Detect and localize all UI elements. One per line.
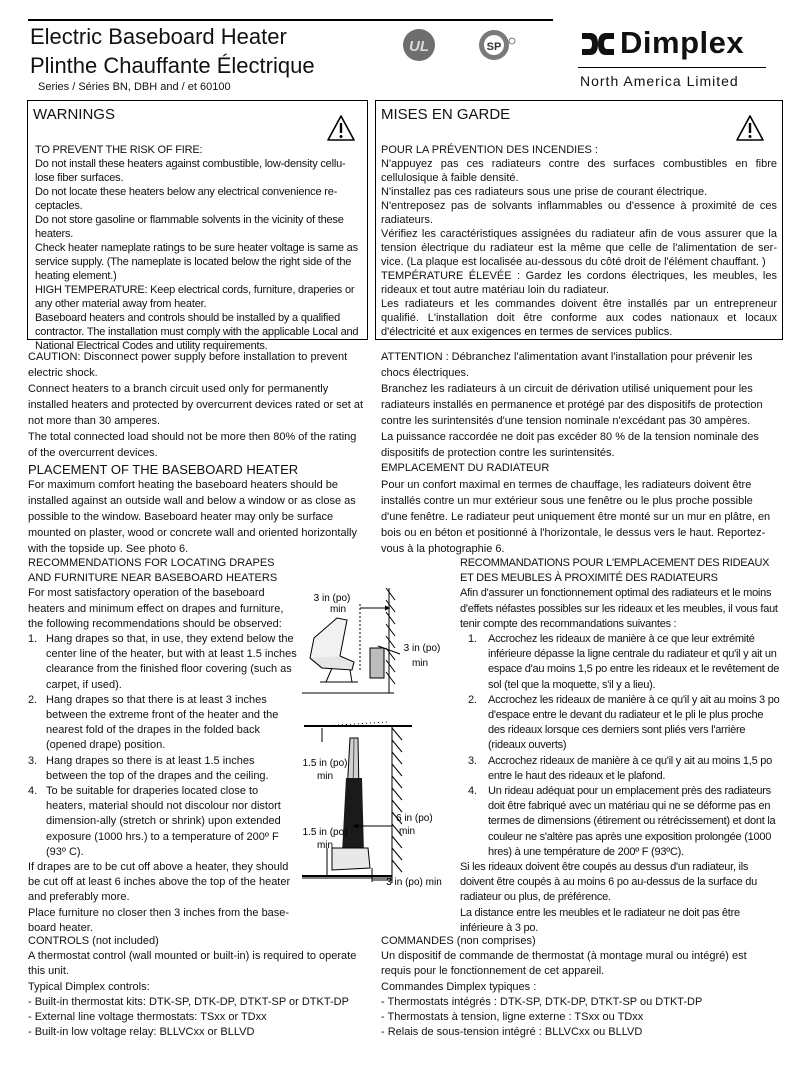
controls-heading-english: CONTROLS (not included) xyxy=(28,935,159,947)
warning-line: HIGH TEMPERATURE: Keep electrical cords, furniture, draperies or any other material away from heater. xyxy=(35,284,355,310)
placement-body-english: For maximum comfort heating the baseboard heaters should be installed against an outside wall and below a window or as close as possible to the window. Baseboard heater may only be surface mounted on plaster, wood or concrete wall and oriented horizontally with the topside up. See photo 6. xyxy=(28,479,357,555)
list-item: 1. Hang drapes so that, in use, they extend below the center line of the heater, but with at least 1.5 inches clearance from the finished floor covering (such as carpet, if used). xyxy=(28,633,297,691)
title-french: Plinthe Chauffante Électrique xyxy=(30,53,315,78)
drapes-outro-english: If drapes are to be cut off above a heater, they should be cut off at least 6 inches above the top of the heater and preferably more. xyxy=(28,861,291,904)
controls-line: Commandes Dimplex typiques : xyxy=(381,980,537,993)
clearance-diagram xyxy=(292,578,457,888)
controls-line: - Relais de sous-tension intégré : BLLVCxx ou BLLVD xyxy=(381,1026,643,1039)
caution-line: Branchez les radiateurs à un circuit de dérivation utilisé uniquement pour les radiateurs installés en permanence et protégé par des dispositifs de protection contre les surintensités d'une tension nominale n'excédant pas 30 ampères. xyxy=(381,383,763,427)
controls-line: - Built-in low voltage relay: BLLVCxx or BLLVD xyxy=(28,1026,255,1039)
label-floor: 1.5 in (po) xyxy=(302,827,348,838)
drapes-outro-english: Place furniture no closer then 3 inches from the base-board heater. xyxy=(28,906,290,934)
warning-line: Vérifiez les caractéristiques assignées du radiateur afin de vous assurer que la tension électrique du radiateur est la même que celle de l'alimentation de ser-vice. (La plaque est localisée au-dessous du côté droit de l'élément chauffant. ) xyxy=(381,228,777,268)
warning-line: Do not store gasoline or flammable solvents in the vicinity of these heaters. xyxy=(35,214,344,240)
list-item: 4. To be suitable for draperies located close to heaters, material should not discolour nor distort dimension-ally (stretch or shrink) upon extended exposure (1000 hrs.) to a temperature of 200º F (93º C). xyxy=(28,785,281,858)
title-english: Electric Baseboard Heater xyxy=(30,24,287,49)
dimplex-logo-icon xyxy=(580,31,616,57)
warning-triangle-icon xyxy=(326,114,356,142)
list-item: 3. Hang drapes so there is at least 1.5 inches between the top of the drapes and the ceiling. xyxy=(28,754,269,782)
drape-figure xyxy=(302,722,412,883)
drapes-outro-french: La distance entre les meubles et le radiateur ne doit pas être inférieure à 3 po. xyxy=(460,906,740,934)
controls-line: - Built-in thermostat kits: DTK-SP, DTK-DP, DTKT-SP or DTKT-DP xyxy=(28,995,349,1008)
drapes-list-french xyxy=(460,632,780,860)
label-chair-top: 3 in (po) xyxy=(313,593,351,604)
drapes-list-english xyxy=(28,632,298,860)
controls-line: - Thermostats à tension, ligne externe : TSxx ou TDxx xyxy=(381,1011,644,1024)
warnings-subheading-english: TO PREVENT THE RISK OF FIRE: xyxy=(35,144,203,156)
placement-heading-english: PLACEMENT OF THE BASEBOARD HEATER xyxy=(28,462,299,477)
label-cut: 6 in (po) xyxy=(396,813,433,824)
caution-english xyxy=(28,349,366,461)
header-rule xyxy=(28,19,553,21)
brand-underline xyxy=(578,67,766,68)
warnings-subheading-french: POUR LA PRÉVENTION DES INCENDIES : xyxy=(381,144,598,156)
ul-mark-text: UL xyxy=(409,38,429,55)
warnings-body-english xyxy=(35,143,362,353)
drapes-section-english xyxy=(28,556,298,936)
dimplex-logo xyxy=(576,23,776,93)
brand-subtitle: North America Limited xyxy=(580,73,739,89)
drapes-heading-french: RECOMMANDATIONS POUR L'EMPLACEMENT DES RIDEAUX ET DES MEUBLES À PROXIMITÉ DES RADIATEURS xyxy=(460,557,770,585)
warning-line: Do not locate these heaters below any electrical convenience re-ceptacles. xyxy=(35,186,338,212)
controls-line: - External line voltage thermostats: TSxx or TDxx xyxy=(28,1011,267,1024)
warning-triangle-icon xyxy=(735,114,765,142)
warning-line: Baseboard heaters and controls should be installed by a qualified contractor. The installation must comply with the applicable Local and National Electrical Codes and utility requirements. xyxy=(35,312,359,352)
list-item: 3. Accrochez rideaux de manière à ce qu'il y ait au moins 1,5 po entre le haut des rideaux et le plafond. xyxy=(468,754,773,782)
warning-line: TEMPÉRATURE ÉLEVÉE : Gardez les cordons électriques, les meubles, les rideaux et tout autre matériau loin du radiateur. xyxy=(381,270,777,296)
warnings-heading-english: WARNINGS xyxy=(33,106,115,123)
placement-heading-french: EMPLACEMENT DU RADIATEUR xyxy=(381,462,550,474)
controls-line: Typical Dimplex controls: xyxy=(28,980,150,993)
caution-line: ATTENTION : Débranchez l'alimentation avant l'installation pour prévenir les chocs électriques. xyxy=(381,351,753,379)
label-floor-min: min xyxy=(316,840,334,851)
ul-listing-mark xyxy=(402,28,436,62)
csa-listing-mark xyxy=(477,27,517,63)
list-item: 4. Un rideau adéquat pour un emplacement près des radiateurs doit être fabriqué avec un matériau qui ne se déforme pas en termes de dimensions (étirement ou rétrécissement) et dont la couleur ne s'altère pas après une exposition prolongée (1000 hres) à une température de 200º F (93ºC). xyxy=(468,785,776,858)
csa-mark-text: SP xyxy=(486,41,502,53)
drapes-outro-french: Si les rideaux doivent être coupés au dessus d'un radiateur, ils doivent être coupés à au moins 6 po au-dessus de la surface du radiateur ou plus, de préférence. xyxy=(460,861,757,904)
warnings-body-french xyxy=(381,143,777,339)
warning-line: Check heater nameplate ratings to be sure heater voltage is same as service supply. (The nameplate is located below the right side of the heating element.) xyxy=(35,242,358,282)
brand-name: Dimplex xyxy=(620,25,745,60)
list-item: 2. Accrochez les rideaux de manière à ce qu'il y ait au moins 3 po d'espace entre le devant du radiateur et le pli le plus proche des rideaux lorsque ces derniers sont pliés vers l'arrière (rideaux ouverts) xyxy=(468,693,780,752)
list-item: 1. Accrochez les rideaux de manière à ce que leur extrémité inférieure dépasse la ligne centrale du radiateur et qu'il y ait un espace d'au moins 1,5 po entre les rideaux et le revêtement de sol (tel que la moquette, s'il y a lieu). xyxy=(468,633,780,691)
controls-line: Un dispositif de commande de thermostat (à montage mural ou intégré) est requis pour le fonctionnement de cet appareil. xyxy=(381,950,747,978)
warning-line: Do not install these heaters against combustible, low-density cellu-lose fiber surfaces. xyxy=(35,158,346,184)
drapes-heading-english: RECOMMENDATIONS FOR LOCATING DRAPES AND FURNITURE NEAR BASEBOARD HEATERS xyxy=(28,557,278,585)
label-chair-side: 3 in (po) xyxy=(403,643,441,654)
label-ceiling: 1.5 in (po) xyxy=(302,758,348,769)
label-front: 3 in (po) min xyxy=(386,877,442,888)
label-ceiling-min: min xyxy=(316,771,334,782)
list-item: 2. Hang drapes so that there is at least 3 inches between the extreme front of the heater and the nearest fold of the drapes in the folded back (opened drape) position. xyxy=(28,693,279,752)
caution-line: Connect heaters to a branch circuit used only for permanently installed heaters and protected by overcurrent devices rated or set at not more than 30 amperes. xyxy=(28,383,364,427)
controls-heading-french: COMMANDES (non comprises) xyxy=(381,935,536,947)
drapes-intro-english: For most satisfactory operation of the baseboard heaters and minimum effect on drapes and furniture, the following recommendations should be observed: xyxy=(28,587,284,630)
warning-line: N'appuyez pas ces radiateurs contre des surfaces combustibles en fibre cellulosique à faible densité. xyxy=(381,158,777,184)
caution-line: CAUTION: Disconnect power supply before installation to prevent electric shock. xyxy=(28,351,348,379)
caution-line: The total connected load should not be more then 80% of the rating of the overcurrent devices. xyxy=(28,431,357,459)
label-cut-min: min xyxy=(398,826,416,837)
warning-line: Les radiateurs et les commandes doivent être installés par un entrepreneur qualifié. L'installation doit être conforme aux codes nationaux et locaux d'électricité et aux exigences en termes de services publics. xyxy=(381,298,777,338)
series-label: Series / Séries BN, DBH and / et 60100 xyxy=(38,81,231,93)
drapes-intro-french: Afin d'assurer un fonctionnement optimal des radiateurs et le moins d'effets néfastes possibles sur les rideaux et les meubles, il vous faut tenir compte des recommandations suivantes : xyxy=(460,587,778,630)
warning-line: N'entreposez pas de solvants inflammables ou d'essence à proximité de ces radiateurs. xyxy=(381,200,777,226)
warning-line: N'installez pas ces radiateurs sous une prise de courant électrique. xyxy=(381,186,708,198)
label-chair-side-min: min xyxy=(411,658,429,669)
caution-french xyxy=(381,349,779,461)
placement-body-french: Pour un confort maximal en termes de chauffage, les radiateurs doivent être installés contre un mur extérieur sous une fenêtre ou le plus proche possible d'une fenêtre. Le radiateur peut uniquement être monté sur un mur en plâtre, en bois ou en béton et positionné à l'horizontale, le dessus vers le haut. Reportez-vous à la photographie 6. xyxy=(381,479,771,555)
label-chair-top-min: min xyxy=(329,604,347,615)
controls-french xyxy=(381,934,779,1040)
controls-line: A thermostat control (wall mounted or built-in) is required to operate this unit. xyxy=(28,950,357,978)
caution-line: La puissance raccordée ne doit pas excéder 80 % de la tension nominale des dispositifs de protection contre les surintensités. xyxy=(381,431,759,459)
controls-english xyxy=(28,934,368,1040)
warnings-heading-french: MISES EN GARDE xyxy=(381,106,511,123)
drapes-section-french xyxy=(460,556,780,936)
controls-line: - Thermostats intégrés : DTK-SP, DTK-DP, DTKT-SP ou DTKT-DP xyxy=(381,995,703,1008)
